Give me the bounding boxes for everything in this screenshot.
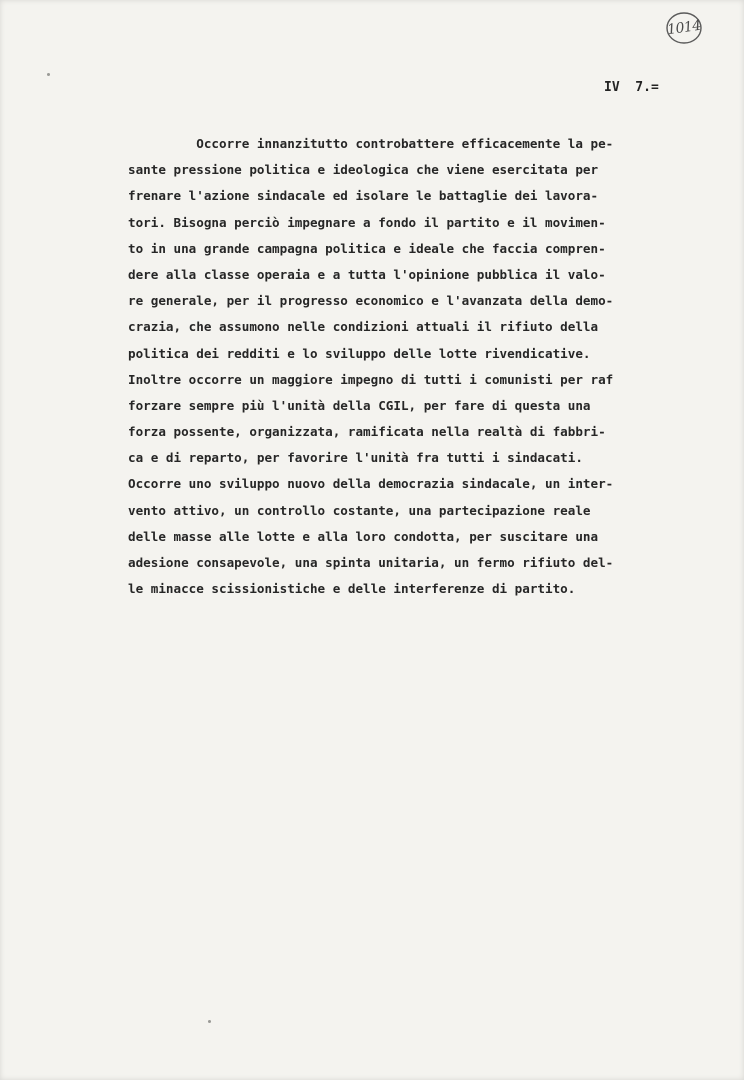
paragraph-line: tori. Bisogna perciò impegnare a fondo il partito e il movimen- bbox=[128, 214, 606, 230]
paragraph-line: ca e di reparto, per favorire l'unità fra tutti i sindacati. bbox=[128, 450, 583, 466]
paragraph-line: dere alla classe operaia e a tutta l'opinione pubblica il valo- bbox=[128, 266, 606, 282]
archive-stamp bbox=[664, 10, 704, 46]
archive-stamp-number: 1014 bbox=[666, 17, 702, 39]
paper-speck bbox=[47, 73, 50, 76]
paragraph-line: forza possente, organizzata, ramificata nella realtà di fabbri- bbox=[128, 424, 606, 440]
paragraph-line: to in una grande campagna politica e ideale che faccia compren- bbox=[128, 240, 606, 256]
page-number: IV 7.= bbox=[604, 80, 659, 95]
paragraph-line: Occorre uno sviluppo nuovo della democrazia sindacale, un inter- bbox=[128, 476, 614, 492]
paper-speck bbox=[208, 1020, 211, 1023]
paragraph-line: frenare l'azione sindacale ed isolare le battaglie dei lavora- bbox=[128, 188, 599, 204]
paragraph-line: sante pressione politica e ideologica che viene esercitata per bbox=[128, 162, 599, 178]
typed-paragraph bbox=[128, 131, 728, 602]
paragraph-line: forzare sempre più l'unità della CGIL, per fare di questa una bbox=[128, 397, 591, 413]
paragraph-line: vento attivo, un controllo costante, una partecipazione reale bbox=[128, 502, 591, 518]
paragraph-line: Inoltre occorre un maggiore impegno di tutti i comunisti per raf bbox=[128, 371, 614, 387]
paragraph-line: re generale, per il progresso economico e l'avanzata della demo- bbox=[128, 293, 614, 309]
paragraph-line: Occorre innanzitutto controbattere efficacemente la pe- bbox=[128, 136, 614, 151]
paragraph-line: le minacce scissionistiche e delle interferenze di partito. bbox=[128, 581, 576, 597]
paragraph-line: crazia, che assumono nelle condizioni attuali il rifiuto della bbox=[128, 319, 599, 335]
paragraph-line: adesione consapevole, una spinta unitaria, un fermo rifiuto del- bbox=[128, 555, 614, 570]
paragraph-line: delle masse alle lotte e alla loro condotta, per suscitare una bbox=[128, 528, 599, 544]
paragraph-line: politica dei redditi e lo sviluppo delle lotte rivendicative. bbox=[128, 345, 591, 361]
